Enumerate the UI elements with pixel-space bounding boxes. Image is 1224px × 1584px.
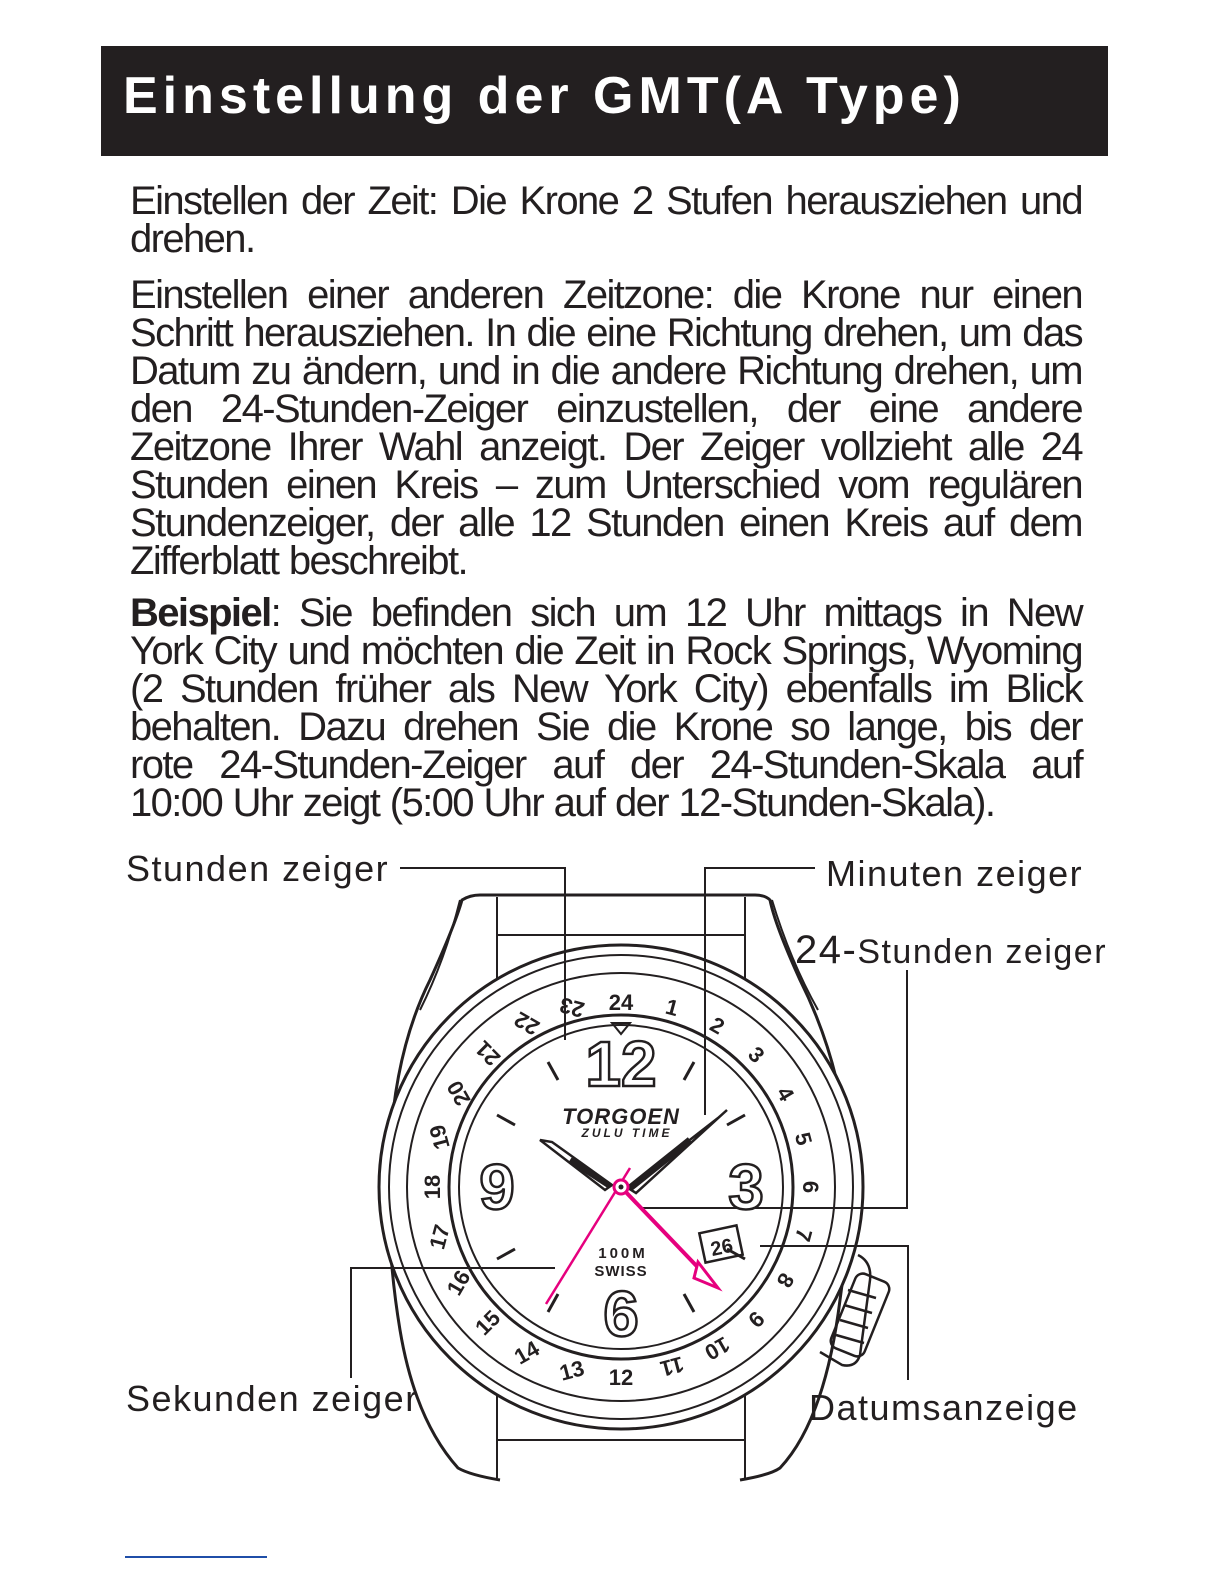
brand-model: ZULU TIME [581, 1126, 673, 1140]
svg-text:24: 24 [608, 990, 634, 1015]
svg-text:20: 20 [441, 1076, 476, 1111]
svg-text:3: 3 [743, 1041, 770, 1068]
brand-logo: TORGOEN [562, 1104, 680, 1129]
label-hour-hand: Stunden zeiger [126, 848, 390, 889]
svg-text:12: 12 [608, 1365, 634, 1390]
svg-text:8: 8 [771, 1268, 800, 1292]
svg-text:17: 17 [424, 1221, 455, 1252]
example-label: Beispiel [130, 591, 271, 635]
svg-text:7: 7 [789, 1225, 818, 1245]
svg-text:13: 13 [556, 1355, 587, 1386]
svg-text:22: 22 [509, 1006, 544, 1041]
svg-text:3: 3 [728, 1151, 764, 1223]
label-minute-hand: Minuten zeiger [826, 853, 1084, 894]
svg-text:9: 9 [479, 1151, 515, 1223]
label-gmt-hand [795, 928, 1107, 973]
svg-text:6: 6 [603, 1278, 639, 1350]
svg-text:5: 5 [789, 1129, 818, 1149]
svg-text:12: 12 [585, 1028, 657, 1100]
svg-text:16: 16 [441, 1265, 476, 1300]
paragraph-time-setting: Einstellen der Zeit: Die Krone 2 Stufen herausziehen und drehen. [130, 179, 1082, 261]
label-second-hand: Sekunden zeiger [126, 1378, 419, 1419]
depth-rating: 100M [598, 1245, 648, 1262]
paragraph-timezone-setting: Einstellen einer anderen Zeitzone: die Krone nur einen Schritt herausziehen. In die eine Richtung drehen, um das Datum zu ändern, und in die andere Richtung drehen, um den 24-Stunden-Zeiger einzustellen, der eine andere Zeitzone Ihrer Wahl anzeigt. Der Zeiger vollzieht alle 24 Stunden einen Kreis – zum Unterschied vom regulären Stundenzeiger, der alle 12 Stunden einen Kreis auf dem Zifferblatt beschreibt. [130, 273, 1082, 583]
svg-text:11: 11 [657, 1351, 687, 1382]
svg-text:2: 2 [705, 1011, 729, 1040]
date-value: 26 [708, 1234, 736, 1261]
svg-text:6: 6 [798, 1180, 823, 1194]
paragraph-example [130, 591, 1082, 825]
label-date-display: Datumsanzeige [809, 1387, 1079, 1428]
svg-text:21: 21 [470, 1035, 506, 1071]
svg-text:15: 15 [470, 1305, 506, 1341]
label-gmt-hand-number: 24- [795, 928, 858, 972]
svg-text:10: 10 [700, 1331, 735, 1366]
origin-mark: SWISS [594, 1263, 648, 1280]
footer-link-underline [125, 1556, 267, 1558]
title-bar [101, 46, 1108, 156]
svg-text:18: 18 [420, 1174, 445, 1200]
svg-text:1: 1 [662, 993, 682, 1022]
svg-text:9: 9 [743, 1306, 770, 1333]
svg-text:19: 19 [424, 1122, 455, 1153]
svg-text:4: 4 [771, 1082, 800, 1106]
label-gmt-hand-text: Stunden zeiger [857, 933, 1108, 971]
page-title: Einstellung der GMT(A Type) [123, 67, 966, 125]
svg-text:14: 14 [509, 1335, 544, 1370]
svg-text:23: 23 [556, 992, 587, 1023]
example-text: : Sie befinden sich um 12 Uhr mittags in New York City und möchten die Zeit in Rock Springs, Wyoming (2 Stunden früher als New York City) ebenfalls im Blick behalten. Dazu drehen Sie die Krone so lange, bis der rote 24-Stunden-Zeiger auf der 24-Stunden-Skala auf 10:00 Uhr zeigt (5:00 Uhr auf der 12-Stunden-Skala). [130, 591, 1082, 825]
